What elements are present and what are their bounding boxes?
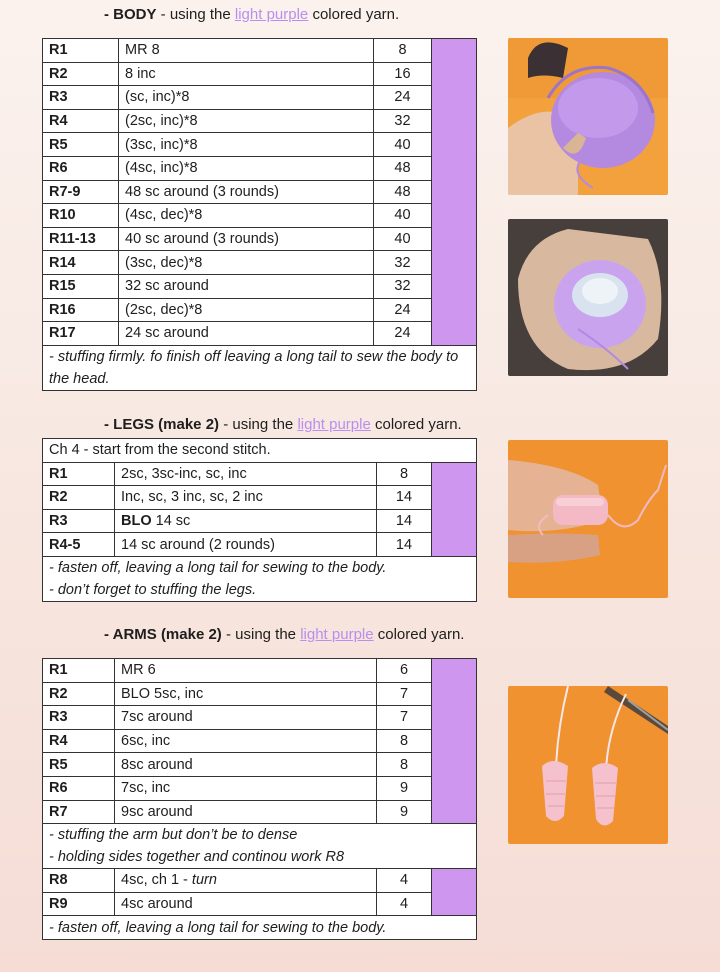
row-stitch: (4sc, dec)*8 <box>119 204 374 228</box>
legs-section-title <box>104 416 462 433</box>
row-label: R2 <box>43 682 115 706</box>
table-row <box>43 729 477 753</box>
turn-label: turn <box>191 872 217 889</box>
legs-note <box>43 556 477 601</box>
body-note: - stuffing firmly. fo finish off leaving a long tail to sew the body to the head. <box>43 345 477 390</box>
row-stitch: MR 6 <box>115 659 377 683</box>
body-title-mid: - using the <box>156 6 235 23</box>
row-count: 24 <box>374 322 432 346</box>
table-row <box>43 486 477 510</box>
legs-title-mid: - using the <box>219 416 298 433</box>
row-label: R1 <box>43 462 115 486</box>
row-stitch-text: 4sc, ch 1 - <box>121 872 192 889</box>
row-count: 14 <box>377 486 432 510</box>
row-stitch: 40 sc around (3 rounds) <box>119 227 374 251</box>
arms-pattern-table <box>42 658 477 940</box>
table-row <box>43 916 477 940</box>
table-row <box>43 659 477 683</box>
table-row <box>43 109 477 133</box>
table-row <box>43 227 477 251</box>
body-section-title <box>104 6 399 23</box>
row-label: R6 <box>43 156 119 180</box>
color-swatch <box>432 869 477 916</box>
body-title-suffix: colored yarn. <box>308 6 400 23</box>
row-count: 40 <box>374 133 432 157</box>
row-label: R7-9 <box>43 180 119 204</box>
legs-pattern-table <box>42 438 477 602</box>
table-row <box>43 251 477 275</box>
row-count: 48 <box>374 156 432 180</box>
row-count: 9 <box>377 776 432 800</box>
row-count: 4 <box>377 892 432 916</box>
row-stitch: 8 inc <box>119 62 374 86</box>
table-row <box>43 706 477 730</box>
arms-note-2: - holding sides together and continou work R8 <box>49 849 345 866</box>
row-count: 24 <box>374 298 432 322</box>
row-label: R6 <box>43 776 115 800</box>
row-stitch: 7sc around <box>115 706 377 730</box>
table-row <box>43 776 477 800</box>
row-stitch: 8sc around <box>115 753 377 777</box>
table-row <box>43 180 477 204</box>
legs-yarn-link[interactable]: light purple <box>297 416 371 433</box>
arms-note-1: - stuffing the arm but don’t be to dense <box>49 827 298 844</box>
row-count: 24 <box>374 86 432 110</box>
legs-header: Ch 4 - start from the second stitch. <box>43 439 477 463</box>
row-label: R16 <box>43 298 119 322</box>
blo-label: BLO <box>121 513 152 530</box>
legs-title-prefix: - LEGS (make 2) <box>104 416 220 433</box>
row-label: R2 <box>43 486 115 510</box>
row-label: R9 <box>43 892 115 916</box>
table-row <box>43 462 477 486</box>
arms-title-mid: - using the <box>221 626 301 643</box>
table-row <box>43 156 477 180</box>
legs-photo <box>508 440 668 598</box>
table-row <box>43 298 477 322</box>
arms-note <box>43 824 477 869</box>
row-stitch: Inc, sc, 3 inc, sc, 2 inc <box>115 486 377 510</box>
row-stitch: (3sc, inc)*8 <box>119 133 374 157</box>
row-stitch: (sc, inc)*8 <box>119 86 374 110</box>
arms-title-suffix: colored yarn. <box>373 626 465 643</box>
row-stitch <box>115 869 377 893</box>
table-row <box>43 274 477 298</box>
row-stitch: 6sc, inc <box>115 729 377 753</box>
row-count: 7 <box>377 706 432 730</box>
row-count: 8 <box>377 462 432 486</box>
color-swatch <box>432 659 477 824</box>
body-photo-1 <box>508 38 668 195</box>
row-count: 4 <box>377 869 432 893</box>
row-label: R3 <box>43 706 115 730</box>
arms-yarn-link[interactable]: light purple <box>300 626 374 643</box>
table-row <box>43 204 477 228</box>
row-count: 16 <box>374 62 432 86</box>
table-row <box>43 62 477 86</box>
row-stitch: 9sc around <box>115 800 377 824</box>
row-count: 32 <box>374 109 432 133</box>
row-label: R4 <box>43 109 119 133</box>
color-swatch <box>432 462 477 556</box>
row-stitch: 32 sc around <box>119 274 374 298</box>
row-count: 32 <box>374 274 432 298</box>
row-stitch: (2sc, dec)*8 <box>119 298 374 322</box>
row-stitch: (3sc, dec)*8 <box>119 251 374 275</box>
row-count: 48 <box>374 180 432 204</box>
row-label: R7 <box>43 800 115 824</box>
body-pattern-table <box>42 38 477 391</box>
row-count: 32 <box>374 251 432 275</box>
row-stitch <box>115 509 377 533</box>
row-label: R15 <box>43 274 119 298</box>
table-row <box>43 682 477 706</box>
table-row <box>43 753 477 777</box>
row-label: R4-5 <box>43 533 115 557</box>
row-label: R8 <box>43 869 115 893</box>
row-stitch: (4sc, inc)*8 <box>119 156 374 180</box>
body-yarn-link[interactable]: light purple <box>234 6 309 23</box>
arms-photo <box>508 686 668 844</box>
row-count: 40 <box>374 204 432 228</box>
table-row <box>43 800 477 824</box>
table-row <box>43 322 477 346</box>
legs-note-1: - fasten off, leaving a long tail for sewing to the body. <box>49 559 387 576</box>
row-stitch: MR 8 <box>119 39 374 63</box>
row-label: R5 <box>43 753 115 777</box>
legs-note-2: - don’t forget to stuffing the legs. <box>49 581 257 598</box>
row-stitch: 4sc around <box>115 892 377 916</box>
row-label: R2 <box>43 62 119 86</box>
table-row <box>43 509 477 533</box>
row-stitch-rest: 14 sc <box>151 513 191 530</box>
row-count: 8 <box>377 729 432 753</box>
table-row <box>43 345 477 390</box>
row-label: R1 <box>43 659 115 683</box>
table-row <box>43 533 477 557</box>
table-row <box>43 39 477 63</box>
table-row <box>43 439 477 463</box>
body-photo-2 <box>508 219 668 376</box>
row-stitch: 2sc, 3sc-inc, sc, inc <box>115 462 377 486</box>
row-count: 40 <box>374 227 432 251</box>
row-label: R10 <box>43 204 119 228</box>
body-title-prefix: - BODY <box>104 6 157 23</box>
row-count: 8 <box>374 39 432 63</box>
row-label: R17 <box>43 322 119 346</box>
row-count: 9 <box>377 800 432 824</box>
row-stitch: (2sc, inc)*8 <box>119 109 374 133</box>
arms-note-3: - fasten off, leaving a long tail for sewing to the body. <box>43 916 477 940</box>
table-row <box>43 824 477 869</box>
table-row <box>43 892 477 916</box>
arms-section-title <box>104 626 464 643</box>
row-count: 8 <box>377 753 432 777</box>
row-count: 6 <box>377 659 432 683</box>
legs-title-suffix: colored yarn. <box>370 416 462 433</box>
row-label: R3 <box>43 86 119 110</box>
row-label: R5 <box>43 133 119 157</box>
row-label: R1 <box>43 39 119 63</box>
row-stitch: 14 sc around (2 rounds) <box>115 533 377 557</box>
table-row <box>43 556 477 601</box>
row-count: 7 <box>377 682 432 706</box>
row-count: 14 <box>377 533 432 557</box>
row-label: R4 <box>43 729 115 753</box>
row-label: R3 <box>43 509 115 533</box>
table-row <box>43 133 477 157</box>
row-stitch: 48 sc around (3 rounds) <box>119 180 374 204</box>
row-label: R14 <box>43 251 119 275</box>
table-row <box>43 869 477 893</box>
row-count: 14 <box>377 509 432 533</box>
row-stitch: BLO 5sc, inc <box>115 682 377 706</box>
row-stitch: 24 sc around <box>119 322 374 346</box>
color-swatch <box>432 39 477 346</box>
row-stitch: 7sc, inc <box>115 776 377 800</box>
arms-title-prefix: - ARMS (make 2) <box>104 626 222 643</box>
table-row <box>43 86 477 110</box>
row-label: R11-13 <box>43 227 119 251</box>
